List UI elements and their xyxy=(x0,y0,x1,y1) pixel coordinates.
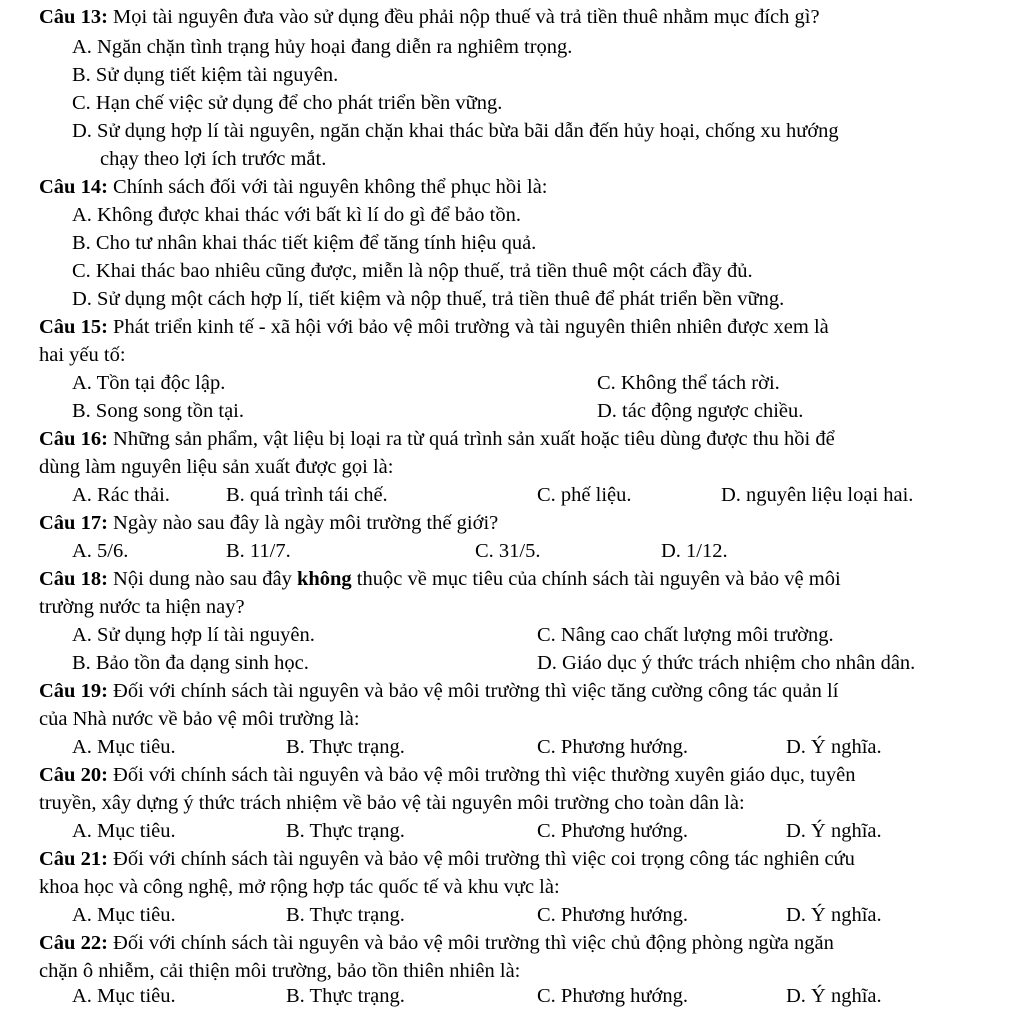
question-13-stem: Câu 13: Mọi tài nguyên đưa vào sử dụng đều phải nộp thuế và trả tiền thuê nhằm mục đích gì? xyxy=(39,6,820,28)
q13-option-a: A. Ngăn chặn tình trạng hủy hoại đang diễn ra nghiêm trọng. xyxy=(72,36,573,58)
q17-option-b: B. 11/7. xyxy=(226,540,291,562)
q16-option-d: D. nguyên liệu loại hai. xyxy=(721,484,914,506)
q19-option-a: A. Mục tiêu. xyxy=(72,736,176,758)
question-15-stem: Câu 15: Phát triển kinh tế - xã hội với bảo vệ môi trường và tài nguyên thiên nhiên được xem là xyxy=(39,316,829,338)
q22-option-c: C. Phương hướng. xyxy=(537,985,688,1007)
q22-option-b: B. Thực trạng. xyxy=(286,985,405,1007)
q15-option-a: A. Tồn tại độc lập. xyxy=(72,372,226,394)
q18-option-a: A. Sử dụng hợp lí tài nguyên. xyxy=(72,624,315,646)
q13-option-d-cont: chạy theo lợi ích trước mắt. xyxy=(100,148,327,170)
question-16-stem: Câu 16: Những sản phẩm, vật liệu bị loại ra từ quá trình sản xuất hoặc tiêu dùng được thu hồi để xyxy=(39,428,835,450)
q13-option-d: D. Sử dụng hợp lí tài nguyên, ngăn chặn khai thác bừa bãi dẫn đến hủy hoại, chống xu hướng xyxy=(72,120,839,142)
q21-option-a: A. Mục tiêu. xyxy=(72,904,176,926)
q20-option-b: B. Thực trạng. xyxy=(286,820,405,842)
q19-option-c: C. Phương hướng. xyxy=(537,736,688,758)
q22-option-a: A. Mục tiêu. xyxy=(72,985,176,1007)
q17-option-c: C. 31/5. xyxy=(475,540,541,562)
question-22-stem: Câu 22: Đối với chính sách tài nguyên và bảo vệ môi trường thì việc chủ động phòng ngừa ngăn xyxy=(39,932,834,954)
q13-option-c: C. Hạn chế việc sử dụng để cho phát triển bền vững. xyxy=(72,92,503,114)
question-15-stem-cont: hai yếu tố: xyxy=(39,344,126,366)
question-20-stem-cont: truyền, xây dựng ý thức trách nhiệm về bảo vệ tài nguyên môi trường cho toàn dân là: xyxy=(39,792,745,814)
question-20-stem: Câu 20: Đối với chính sách tài nguyên và bảo vệ môi trường thì việc thường xuyên giáo dục, tuyên xyxy=(39,764,856,786)
q16-option-a: A. Rác thải. xyxy=(72,484,170,506)
question-18-stem: Câu 18: Nội dung nào sau đây không thuộc về mục tiêu của chính sách tài nguyên và bảo vệ môi xyxy=(39,568,841,590)
q21-option-d: D. Ý nghĩa. xyxy=(786,904,882,926)
question-14-stem: Câu 14: Chính sách đối với tài nguyên không thể phục hồi là: xyxy=(39,176,548,198)
q16-option-b: B. quá trình tái chế. xyxy=(226,484,388,506)
q14-option-c: C. Khai thác bao nhiêu cũng được, miễn là nộp thuế, trả tiền thuê một cách đầy đủ. xyxy=(72,260,753,282)
q13-option-b: B. Sử dụng tiết kiệm tài nguyên. xyxy=(72,64,339,86)
question-17-stem: Câu 17: Ngày nào sau đây là ngày môi trường thế giới? xyxy=(39,512,499,534)
q19-option-d: D. Ý nghĩa. xyxy=(786,736,882,758)
q19-option-b: B. Thực trạng. xyxy=(286,736,405,758)
question-19-stem-cont: của Nhà nước về bảo vệ môi trường là: xyxy=(39,708,360,730)
q14-option-a: A. Không được khai thác với bất kì lí do gì để bảo tồn. xyxy=(72,204,521,226)
q15-option-c: C. Không thể tách rời. xyxy=(597,372,780,394)
q18-option-c: C. Nâng cao chất lượng môi trường. xyxy=(537,624,834,646)
q20-option-d: D. Ý nghĩa. xyxy=(786,820,882,842)
q18-option-b: B. Bảo tồn đa dạng sinh học. xyxy=(72,652,309,674)
q21-option-c: C. Phương hướng. xyxy=(537,904,688,926)
question-18-stem-cont: trường nước ta hiện nay? xyxy=(39,596,245,618)
q20-option-c: C. Phương hướng. xyxy=(537,820,688,842)
q16-option-c: C. phế liệu. xyxy=(537,484,632,506)
question-16-stem-cont: dùng làm nguyên liệu sản xuất được gọi là: xyxy=(39,456,394,478)
question-21-stem: Câu 21: Đối với chính sách tài nguyên và bảo vệ môi trường thì việc coi trọng công tác nghiên cứu xyxy=(39,848,855,870)
q14-option-d: D. Sử dụng một cách hợp lí, tiết kiệm và nộp thuế, trả tiền thuê để phát triển bền vững. xyxy=(72,288,785,310)
question-19-stem: Câu 19: Đối với chính sách tài nguyên và bảo vệ môi trường thì việc tăng cường công tác quản lí xyxy=(39,680,839,702)
q15-option-d: D. tác động ngược chiều. xyxy=(597,400,804,422)
q21-option-b: B. Thực trạng. xyxy=(286,904,405,926)
q14-option-b: B. Cho tư nhân khai thác tiết kiệm để tăng tính hiệu quả. xyxy=(72,232,537,254)
question-21-stem-cont: khoa học và công nghệ, mở rộng hợp tác quốc tế và khu vực là: xyxy=(39,876,560,898)
q20-option-a: A. Mục tiêu. xyxy=(72,820,176,842)
question-22-stem-cont: chặn ô nhiễm, cải thiện môi trường, bảo tồn thiên nhiên là: xyxy=(39,960,521,982)
q17-option-a: A. 5/6. xyxy=(72,540,129,562)
q17-option-d: D. 1/12. xyxy=(661,540,728,562)
q18-option-d: D. Giáo dục ý thức trách nhiệm cho nhân dân. xyxy=(537,652,916,674)
q15-option-b: B. Song song tồn tại. xyxy=(72,400,244,422)
q22-option-d: D. Ý nghĩa. xyxy=(786,985,882,1007)
